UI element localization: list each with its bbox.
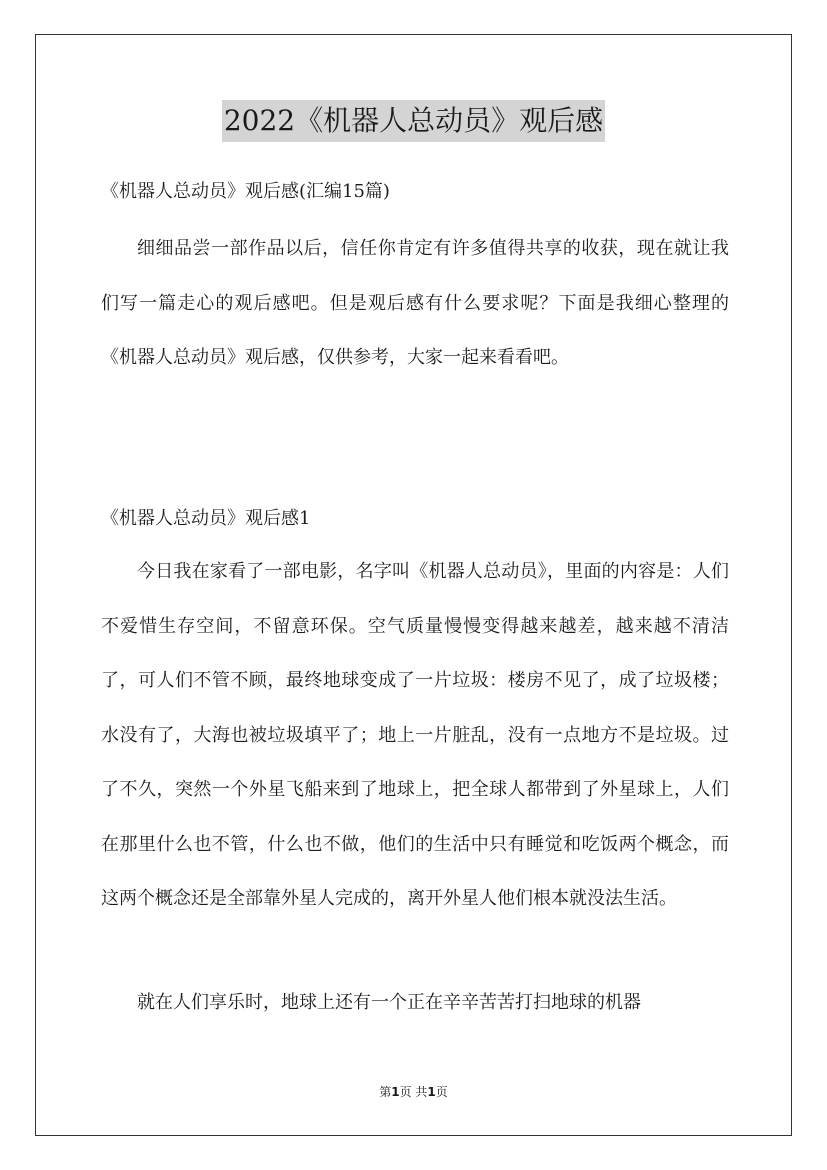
section-heading: 《机器人总动员》观后感1	[101, 508, 311, 529]
footer-mid: 页 共	[399, 1085, 428, 1099]
section-paragraph: 就在人们享乐时，地球上还有一个正在辛辛苦苦打扫地球的机器	[137, 992, 641, 1013]
footer-suffix: 页	[435, 1085, 448, 1099]
document-title: 2022《机器人总动员》观后感	[222, 100, 605, 142]
page-footer	[0, 1083, 827, 1101]
footer-page-total: 1	[427, 1085, 436, 1099]
footer-prefix: 第	[379, 1085, 392, 1099]
intro-paragraph: 细细品尝一部作品以后，信任你肯定有许多值得共享的收获，现在就让我们写一篇走心的观后感吧。但是观后感有什么要求呢？下面是我细心整理的《机器人总动员》观后感，仅供参考，大家一起来看看吧。	[101, 238, 729, 368]
document-title-wrapper	[0, 100, 827, 142]
footer-page-current: 1	[391, 1085, 400, 1099]
document-subtitle: 《机器人总动员》观后感(汇编15篇)	[101, 181, 390, 202]
section-paragraph: 今日我在家看了一部电影，名字叫《机器人总动员》，里面的内容是：人们不爱惜生存空间，不留意环保。空气质量慢慢变得越来越差，越来越不清洁了，可人们不管不顾，最终地球变成了一片垃圾：楼房不见了，成了垃圾楼；水没有了，大海也被垃圾填平了；地上一片脏乱，没有一点地方不是垃圾。过了不久，突然一个外星飞船来到了地球上，把全球人都带到了外星球上，人们在那里什么也不管，什么也不做，他们的生活中只有睡觉和吃饭两个概念，而这两个概念还是全部靠外星人完成的，离开外星人他们根本就没法生活。	[101, 561, 729, 909]
